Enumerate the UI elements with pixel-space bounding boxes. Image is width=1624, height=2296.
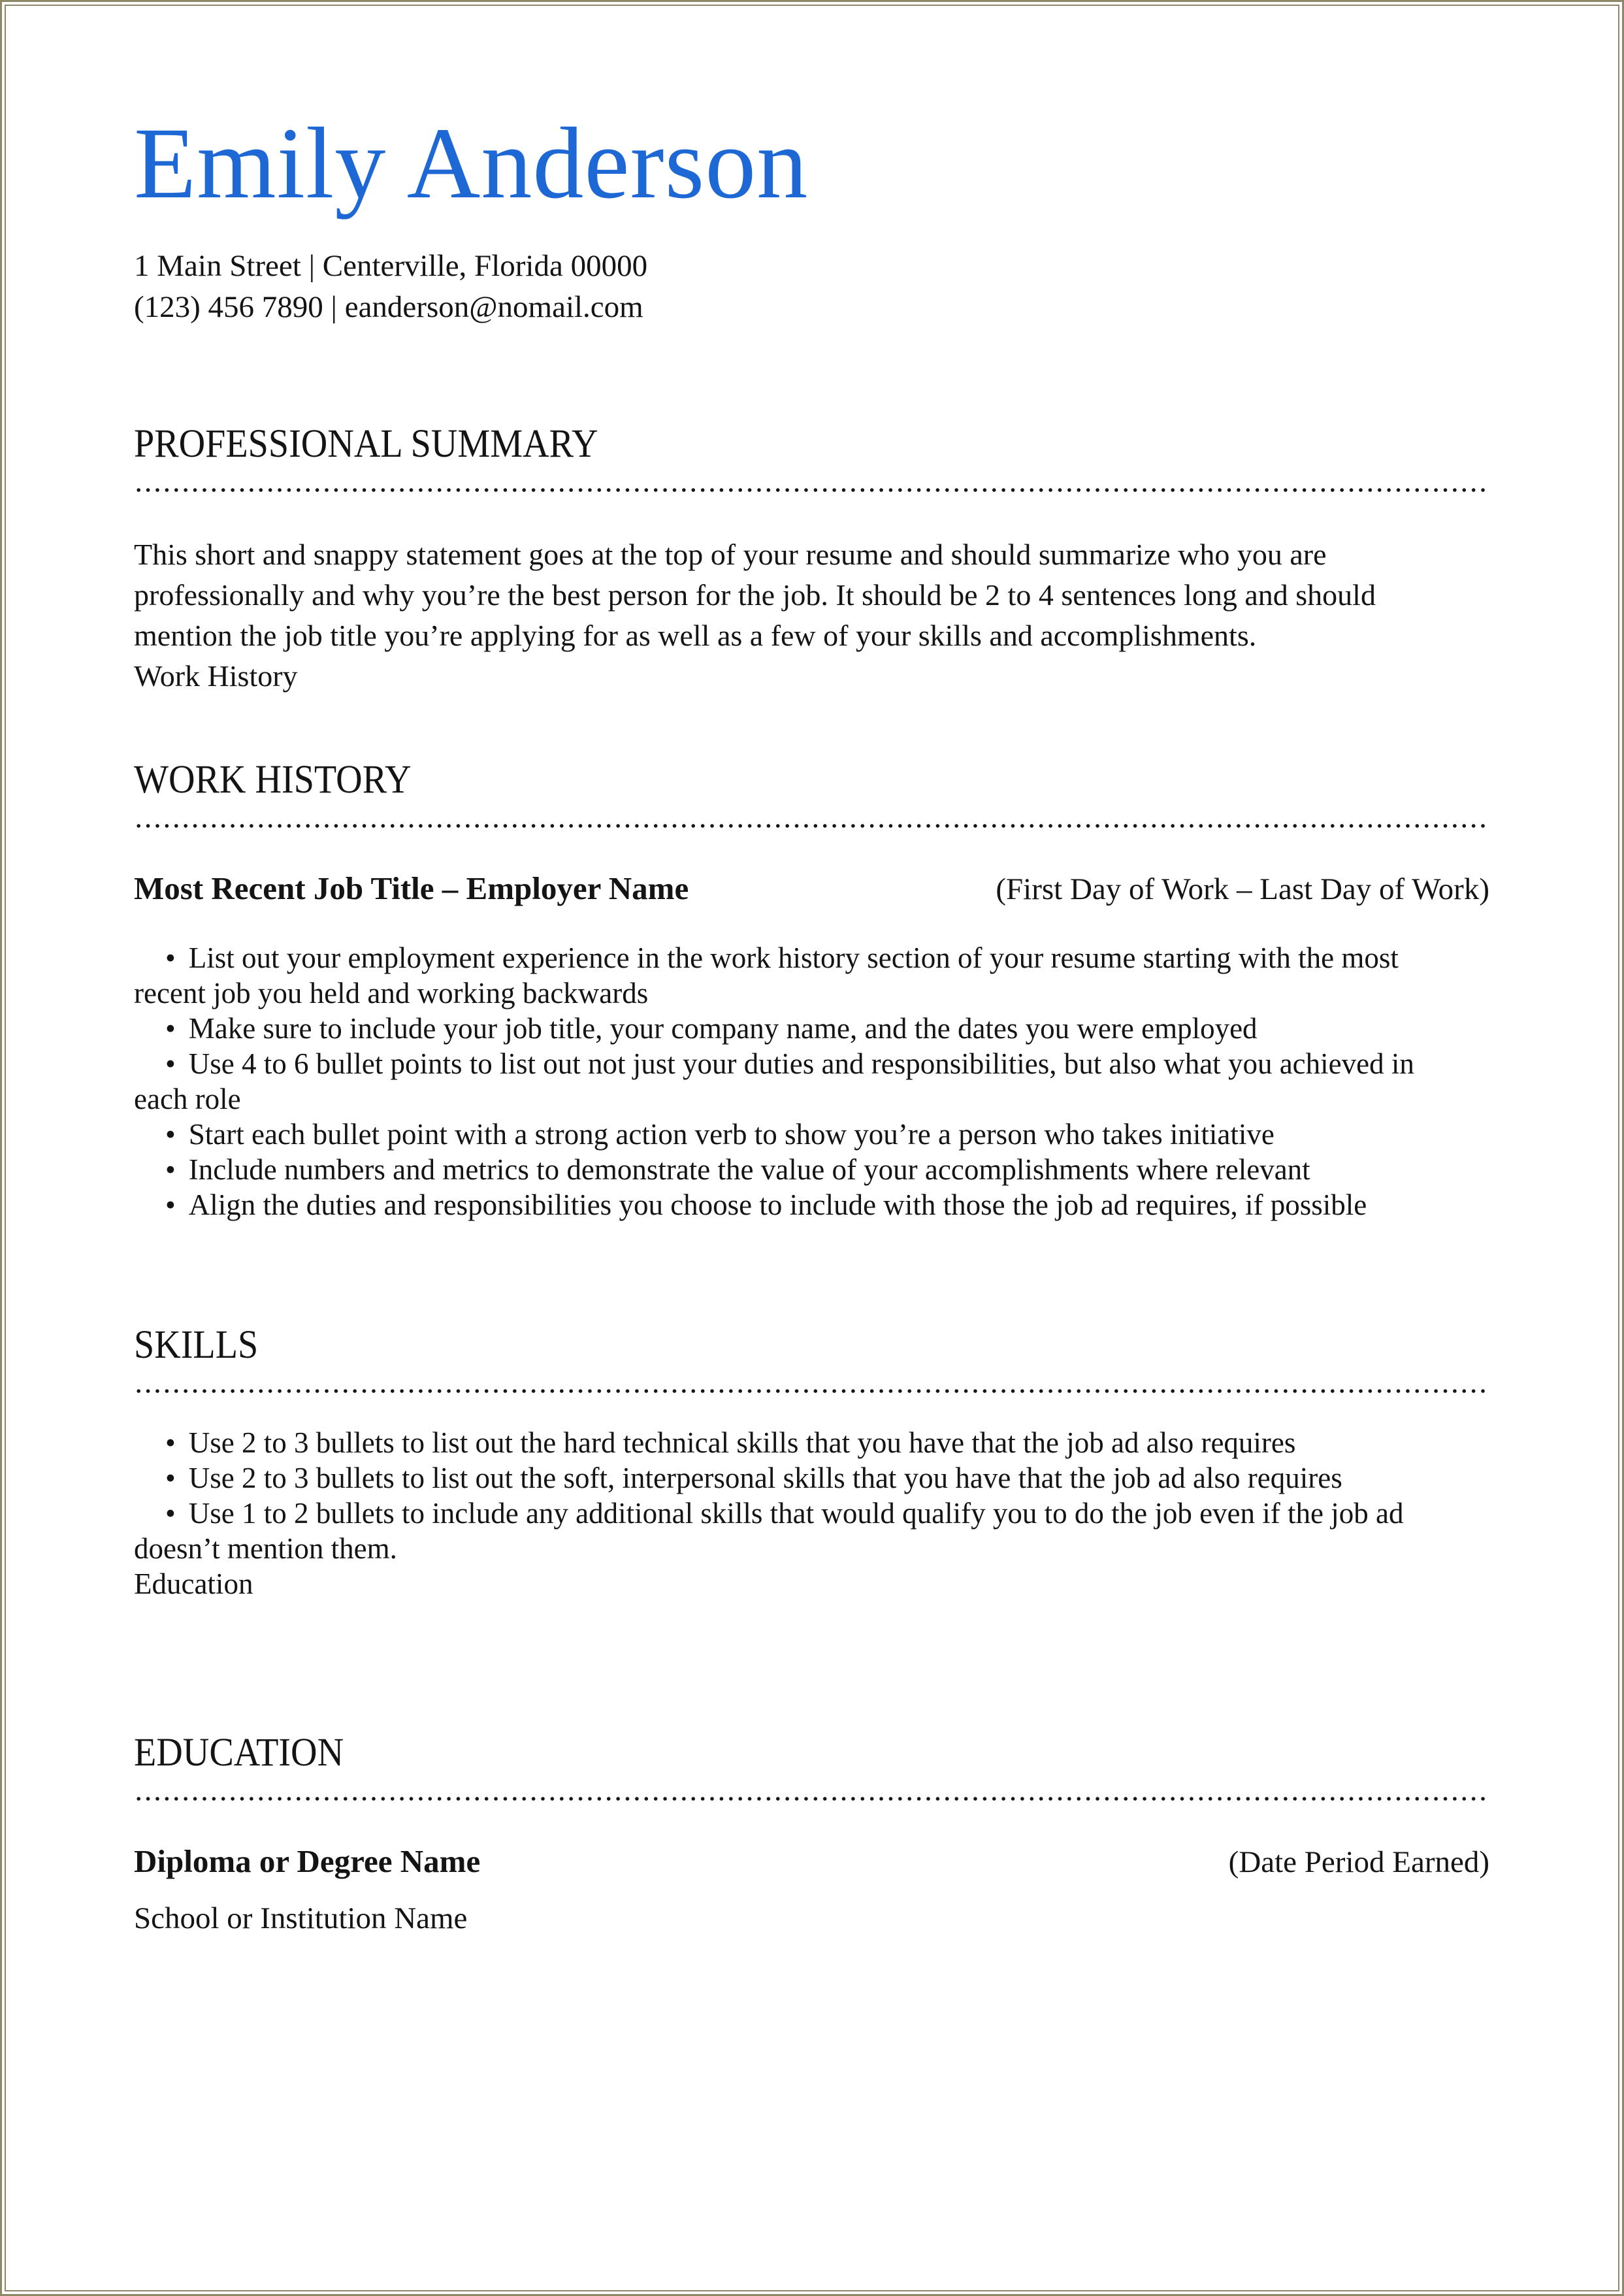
bullet-text: Use 1 to 2 bullets to include any additional skills that would qualify you to do the job even if the job ad doesn’t mention them.	[134, 1497, 1404, 1565]
bullet-text: Make sure to include your job title, your company name, and the dates you were employed	[188, 1012, 1258, 1045]
bullet-text: Start each bullet point with a strong action verb to show you’re a person who takes initiative	[188, 1118, 1275, 1151]
bullet-text: Use 2 to 3 bullets to list out the hard technical skills that you have that the job ad also requires	[188, 1426, 1296, 1459]
dotted-divider	[134, 823, 1489, 828]
school-name: School or Institution Name	[134, 1901, 468, 1935]
section-professional-summary	[134, 421, 1489, 697]
job-entry-header	[134, 869, 1489, 909]
contact-block	[134, 246, 1489, 328]
education-entry-header	[134, 1842, 1489, 1882]
bullet-icon: •	[165, 1189, 176, 1221]
dotted-divider	[134, 1388, 1489, 1394]
degree-date-earned: (Date Period Earned)	[1228, 1845, 1489, 1879]
bullet-text: Align the duties and responsibilities you choose to include with those the job ad requires, if possible	[188, 1189, 1367, 1221]
job-date-range: (First Day of Work – Last Day of Work)	[996, 872, 1489, 906]
bullet-icon: •	[165, 1012, 176, 1045]
resume-name: Emily Anderson	[134, 107, 809, 220]
skills-heading: SKILLS	[134, 1323, 259, 1367]
list-item	[134, 1117, 1453, 1152]
bullet-icon: •	[165, 1426, 176, 1459]
education-heading: EDUCATION	[134, 1731, 344, 1775]
section-skills	[134, 1322, 1489, 1601]
work-history-bullet-list	[134, 940, 1453, 1222]
dotted-divider	[134, 487, 1489, 493]
list-item	[134, 1496, 1453, 1566]
bullet-icon: •	[165, 1153, 176, 1186]
skills-trailing-line: Education	[134, 1567, 253, 1600]
contact-phone-email-line: (123) 456 7890 | eanderson@nomail.com	[134, 290, 643, 324]
bullet-text: Use 4 to 6 bullet points to list out not just your duties and responsibilities, but also what you achieved in each role	[134, 1047, 1414, 1115]
bullet-icon: •	[165, 942, 176, 974]
list-item	[134, 1046, 1453, 1117]
list-item	[134, 1187, 1453, 1222]
list-item	[134, 1011, 1453, 1046]
dotted-divider	[134, 1796, 1489, 1801]
summary-paragraph: This short and snappy statement goes at the top of your resume and should summarize who you are professionally and why you’re the best person for the job. It should be 2 to 4 sentences long and should mention the job title you’re applying for as well as a few of your skills and accomplishments.	[134, 538, 1376, 652]
bullet-icon: •	[165, 1462, 176, 1494]
bullet-text: Use 2 to 3 bullets to list out the soft, interpersonal skills that you have that the job ad also requires	[188, 1462, 1342, 1494]
bullet-text: List out your employment experience in the work history section of your resume starting with the most recent job you held and working backwards	[134, 942, 1399, 1009]
bullet-icon: •	[165, 1047, 176, 1080]
summary-trailing-line: Work History	[134, 659, 298, 693]
list-item	[134, 1460, 1453, 1496]
list-item	[134, 1425, 1453, 1460]
bullet-icon: •	[165, 1118, 176, 1151]
professional-summary-heading: PROFESSIONAL SUMMARY	[134, 422, 598, 466]
resume-page	[134, 0, 1489, 1938]
degree-name: Diploma or Degree Name	[134, 1843, 481, 1879]
bullet-icon: •	[165, 1497, 176, 1530]
list-item	[134, 940, 1453, 1011]
list-item	[134, 1152, 1453, 1187]
bullet-text: Include numbers and metrics to demonstrate the value of your accomplishments where relevant	[188, 1153, 1310, 1186]
contact-address-line: 1 Main Street | Centerville, Florida 00000	[134, 249, 648, 283]
work-history-heading: WORK HISTORY	[134, 758, 412, 802]
job-title: Most Recent Job Title – Employer Name	[134, 870, 689, 906]
skills-bullet-list	[134, 1425, 1453, 1566]
section-work-history	[134, 757, 1489, 1222]
section-education	[134, 1730, 1489, 1938]
